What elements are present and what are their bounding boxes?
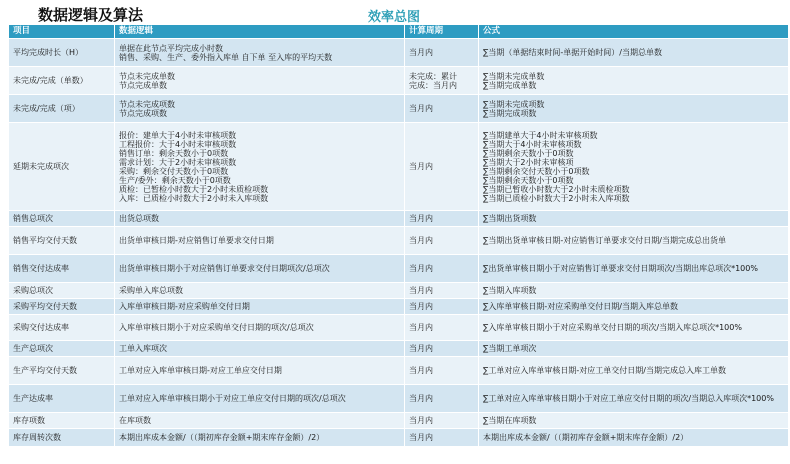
cell-formula: ∑工单对应入库单审核日期小于对应工单应交付日期的项次/当期总入库项次*100%: [479, 385, 789, 413]
cell-logic: 节点未完成单数 节点完成单数: [115, 67, 405, 95]
cell-period: 当月内: [405, 39, 479, 67]
cell-period: 当月内: [405, 255, 479, 283]
cell-logic: 工单对应入库单审核日期-对应工单应交付日期: [115, 357, 405, 385]
cell-period: 当月内: [405, 227, 479, 255]
table-row: [9, 357, 789, 385]
cell-logic: 节点未完成项数 节点完成项数: [115, 95, 405, 123]
cell-period: 当月内: [405, 413, 479, 429]
cell-item: 库存项数: [9, 413, 115, 429]
cell-item: 销售总项次: [9, 211, 115, 227]
table-row: [9, 341, 789, 357]
table-row: [9, 123, 789, 211]
cell-formula: ∑当期出货单审核日期-对应销售订单要求交付日期/当期完成总出货单: [479, 227, 789, 255]
cell-period: 当月内: [405, 95, 479, 123]
cell-formula: ∑当期工单项次: [479, 341, 789, 357]
cell-formula: ∑当期在库项数: [479, 413, 789, 429]
cell-period: 当月内: [405, 283, 479, 299]
cell-item: 延期未完成项次: [9, 123, 115, 211]
header-formula: 公式: [479, 25, 789, 39]
slide-subtitle: 效率总图: [368, 10, 421, 25]
cell-period: 当月内: [405, 123, 479, 211]
table-row: [9, 299, 789, 315]
table-row: [9, 227, 789, 255]
cell-item: 库存周转次数: [9, 429, 115, 447]
cell-period: 当月内: [405, 341, 479, 357]
cell-item: 采购交付达成率: [9, 315, 115, 341]
cell-formula: ∑工单对应入库单审核日期-对应工单交付日期/当期完成总入库工单数: [479, 357, 789, 385]
cell-logic: 出货单审核日期-对应销售订单要求交付日期: [115, 227, 405, 255]
cell-item: 销售平均交付天数: [9, 227, 115, 255]
cell-logic: 出货总项数: [115, 211, 405, 227]
table-row: [9, 211, 789, 227]
cell-formula: ∑当期出货项数: [479, 211, 789, 227]
cell-formula: ∑当期未完成单数 ∑当期完成单数: [479, 67, 789, 95]
cell-item: 销售交付达成率: [9, 255, 115, 283]
table-row: [9, 283, 789, 299]
cell-formula: ∑入库单审核日期-对应采购单交付日期/当期入库总单数: [479, 299, 789, 315]
cell-item: 生产达成率: [9, 385, 115, 413]
header-item: 项目: [9, 25, 115, 39]
table-row: [9, 385, 789, 413]
table-row: [9, 429, 789, 447]
cell-formula: ∑当期（单据结束时间-单据开始时间）/当期总单数: [479, 39, 789, 67]
cell-logic: 本期出库成本金额/（（期初库存金额+期末库存金额）/2）: [115, 429, 405, 447]
table-row: [9, 67, 789, 95]
cell-item: 未完成/完成（项）: [9, 95, 115, 123]
cell-logic: 入库单审核日期小于对应采购单交付日期的项次/总项次: [115, 315, 405, 341]
table-row: [9, 413, 789, 429]
cell-logic: 出货单审核日期小于对应销售订单要求交付日期项次/总项次: [115, 255, 405, 283]
table-header-row: [9, 25, 789, 39]
cell-formula: 本期出库成本金额/（（期初库存金额+期末库存金额）/2）: [479, 429, 789, 447]
cell-logic: 工单对应入库单审核日期小于对应工单应交付日期的项次/总项次: [115, 385, 405, 413]
cell-formula: ∑出货单审核日期小于对应销售订单要求交付日期项次/当期出库总项次*100%: [479, 255, 789, 283]
header-period: 计算周期: [405, 25, 479, 39]
page-title: 数据逻辑及算法: [38, 6, 144, 24]
cell-item: 生产平均交付天数: [9, 357, 115, 385]
cell-item: 平均完成时长（H）: [9, 39, 115, 67]
efficiency-table-container: [8, 24, 788, 447]
cell-logic: 工单入库项次: [115, 341, 405, 357]
cell-period: 当月内: [405, 357, 479, 385]
cell-item: 未完成/完成（单数）: [9, 67, 115, 95]
header-logic: 数据逻辑: [115, 25, 405, 39]
cell-item: 采购平均交付天数: [9, 299, 115, 315]
cell-logic: 采购单入库总项数: [115, 283, 405, 299]
cell-logic: 入库单审核日期-对应采购单交付日期: [115, 299, 405, 315]
cell-logic: 报价：建单大于4小时未审核项数 工程报价：大于4小时未审核项数 销售订单：剩余天数小于0项数 需求计划：大于2小时未审核项数 采购：剩余交付天数小于0项数 生产/委外：剩余天数小于0项数 质检：已暂检小时数大于2小时未质检项数 入库：已质检小时数大于2小时未入库项数: [115, 123, 405, 211]
cell-formula: ∑入库单审核日期小于对应采购单交付日期的项次/当期入库总项次*100%: [479, 315, 789, 341]
cell-logic: 单据在此节点平均完成小时数 销售、采购、生产、委外指入库单 自下单 至入库的平均天数: [115, 39, 405, 67]
cell-formula: ∑当期未完成项数 ∑当期完成项数: [479, 95, 789, 123]
table-row: [9, 315, 789, 341]
cell-period: 当月内: [405, 211, 479, 227]
table-row: [9, 255, 789, 283]
cell-item: 采购总项次: [9, 283, 115, 299]
cell-period: 未完成：累计 完成：当月内: [405, 67, 479, 95]
cell-period: 当月内: [405, 315, 479, 341]
cell-logic: 在库项数: [115, 413, 405, 429]
table-row: [9, 95, 789, 123]
efficiency-table: [8, 24, 789, 447]
cell-formula: ∑当期入库项数: [479, 283, 789, 299]
cell-period: 当月内: [405, 385, 479, 413]
cell-item: 生产总项次: [9, 341, 115, 357]
cell-period: 当月内: [405, 299, 479, 315]
cell-formula: ∑当期建单大于4小时未审核项数 ∑当期大于4小时未审核项数 ∑当期剩余天数小于0项数 ∑当期大于2小时未审核项 ∑当期剩余交付天数小于0项数 ∑当期剩余天数小于0项数 ∑当期已暂收小时数大于2小时未质检项数 ∑当期已质检小时数大于2小时未入库项数: [479, 123, 789, 211]
table-row: [9, 39, 789, 67]
cell-period: 当月内: [405, 429, 479, 447]
